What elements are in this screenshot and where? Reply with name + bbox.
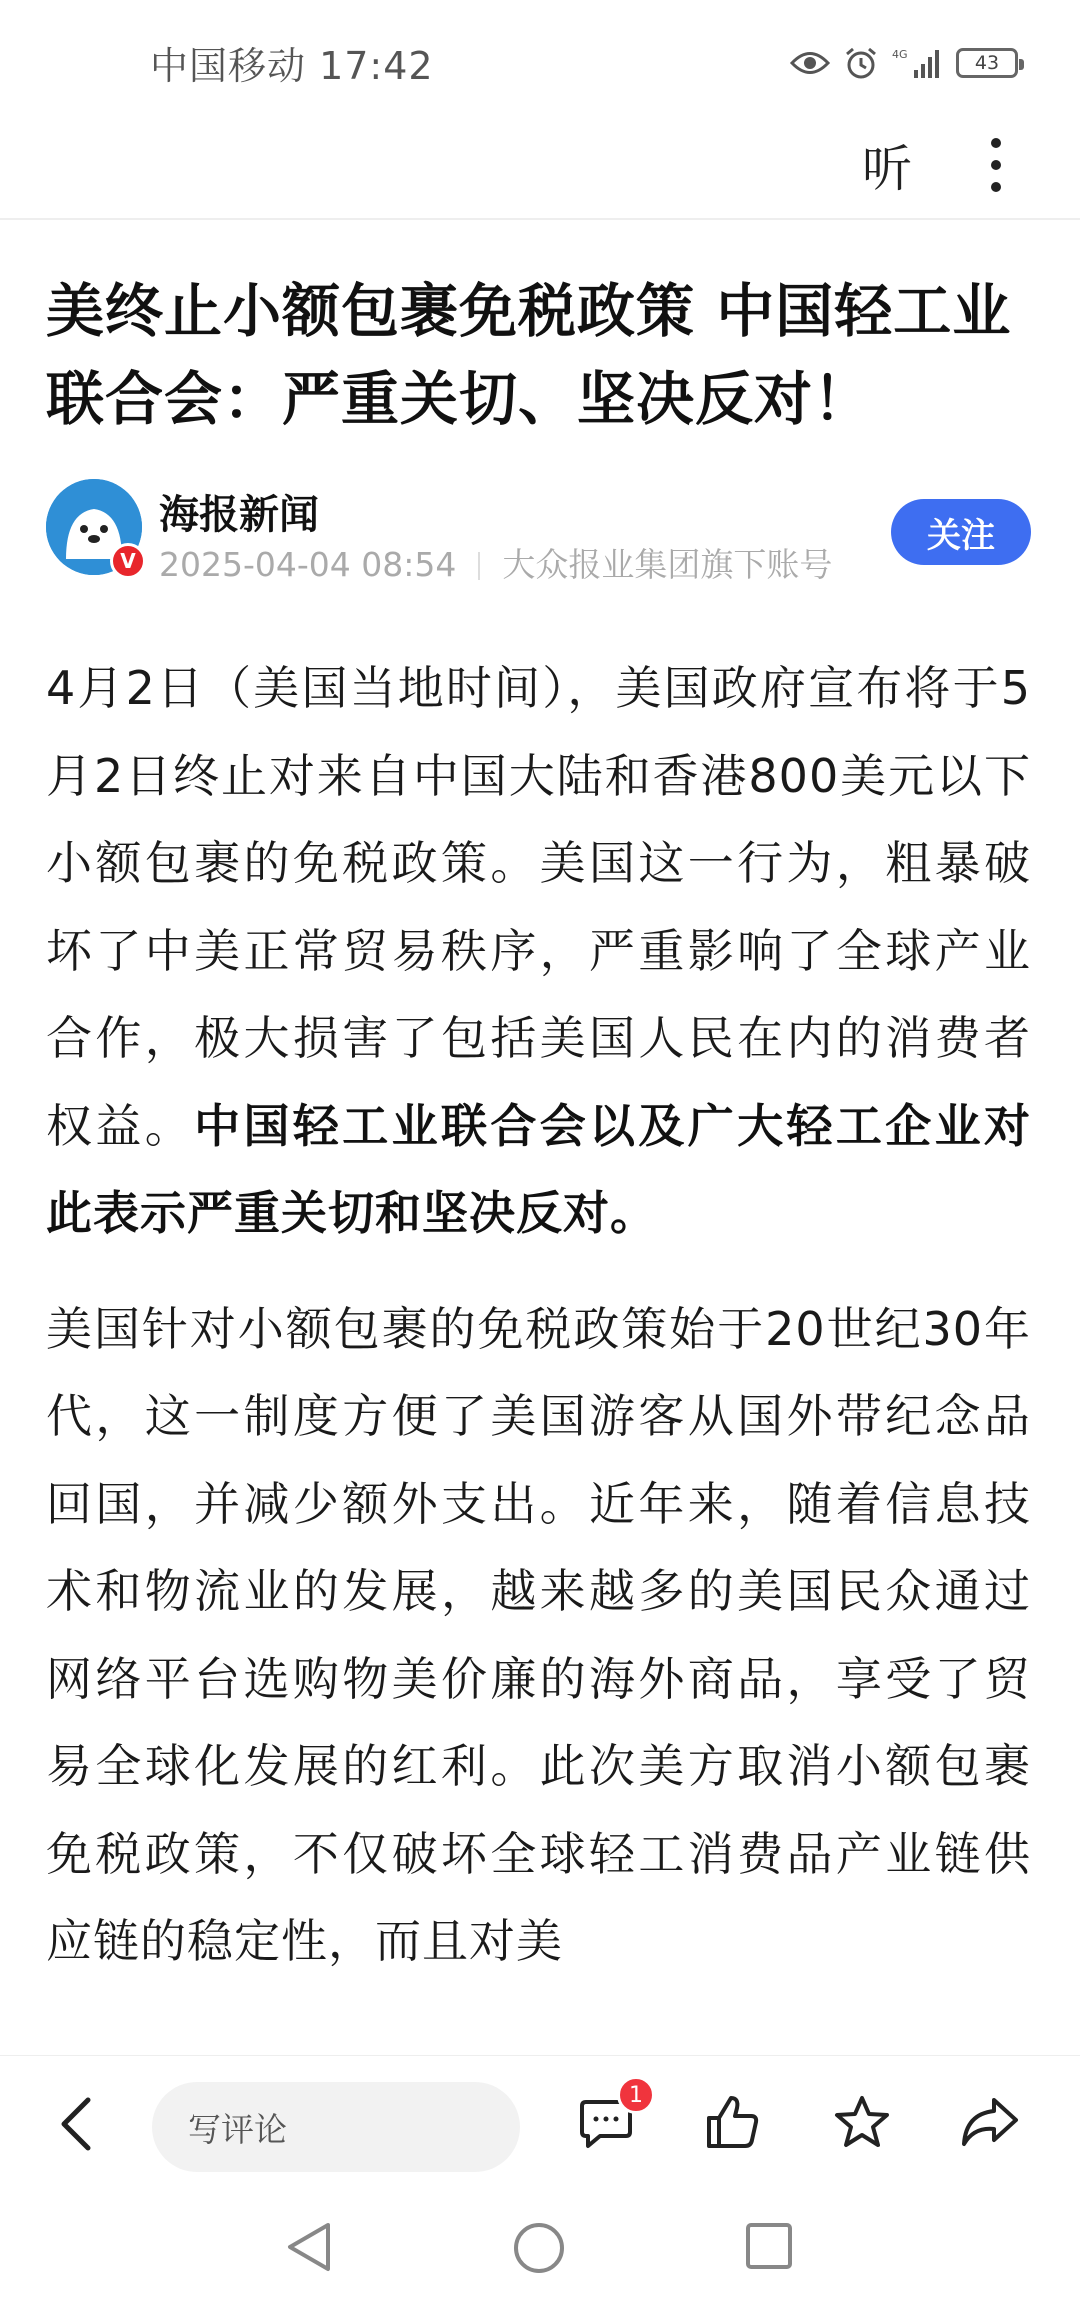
nav-recents-icon[interactable] [744, 2221, 794, 2275]
article-paragraph-1 [46, 645, 1031, 1258]
paragraph-1-bold: 中国轻工业联合会以及广大轻工企业对此表示严重关切和坚决反对。 [46, 1098, 1032, 1240]
status-bar [0, 0, 1080, 125]
network-type: 4G [892, 47, 908, 61]
author-row [46, 479, 1031, 609]
author-meta [159, 539, 832, 586]
top-bar [0, 125, 1080, 220]
status-icons [790, 46, 1018, 80]
comment-count-badge: 1 [617, 2076, 655, 2114]
eye-icon [790, 50, 830, 76]
nav-home-icon[interactable] [512, 2221, 566, 2279]
nav-back-icon[interactable] [284, 2221, 334, 2277]
follow-button[interactable]: 关注 [891, 499, 1031, 565]
battery-icon [956, 48, 1018, 78]
avatar[interactable] [46, 479, 142, 575]
signal-icon [892, 46, 942, 80]
alarm-icon [844, 46, 878, 80]
listen-button[interactable]: 听 [862, 140, 912, 198]
share-icon[interactable] [960, 2094, 1020, 2154]
author-affiliation: 大众报业集团旗下账号 [502, 545, 833, 584]
thumbs-up-icon[interactable] [705, 2094, 761, 2154]
back-arrow-icon[interactable] [56, 2096, 96, 2156]
article-title: 美终止小额包裹免税政策 中国轻工业联合会：严重关切、坚决反对！ [46, 277, 1012, 433]
author-name[interactable]: 海报新闻 [159, 492, 319, 538]
star-icon[interactable] [833, 2094, 891, 2154]
comment-input[interactable] [152, 2082, 520, 2172]
article [46, 222, 1031, 1986]
battery-level: 43 [974, 51, 1000, 74]
more-vertical-icon[interactable] [988, 133, 1004, 201]
verified-badge: V [110, 543, 146, 579]
bottom-bar [0, 2055, 1080, 2185]
system-nav-bar [0, 2185, 1080, 2310]
meta-divider [478, 552, 480, 580]
article-paragraph-2: 美国针对小额包裹的免税政策始于20世纪30年代，这一制度方便了美国游客从国外带纪念品回国，并减少额外支出。近年来，随着信息技术和物流业的发展，越来越多的美国民众通过网络平台选购物美价廉的海外商品，享受了贸易全球化发展的红利。此次美方取消小额包裹免税政策，不仅破坏全球轻工消费品产业链供应链的稳定性，而且对美 [46, 1301, 1031, 1968]
status-carrier-time: 中国移动 17:42 [150, 44, 434, 88]
comment-placeholder: 写评论 [188, 2109, 287, 2149]
paragraph-1-text: 4月2日（美国当地时间），美国政府宣布将于5月2日终止对来自中国大陆和香港800美元以下小额包裹的免税政策。美国这一行为，粗暴破坏了中美正常贸易秩序，严重影响了全球产业合作，极大损害了包括美国人民在内的消费者权益。 [46, 661, 1031, 1153]
publish-datetime: 2025-04-04 08:54 [159, 545, 457, 584]
